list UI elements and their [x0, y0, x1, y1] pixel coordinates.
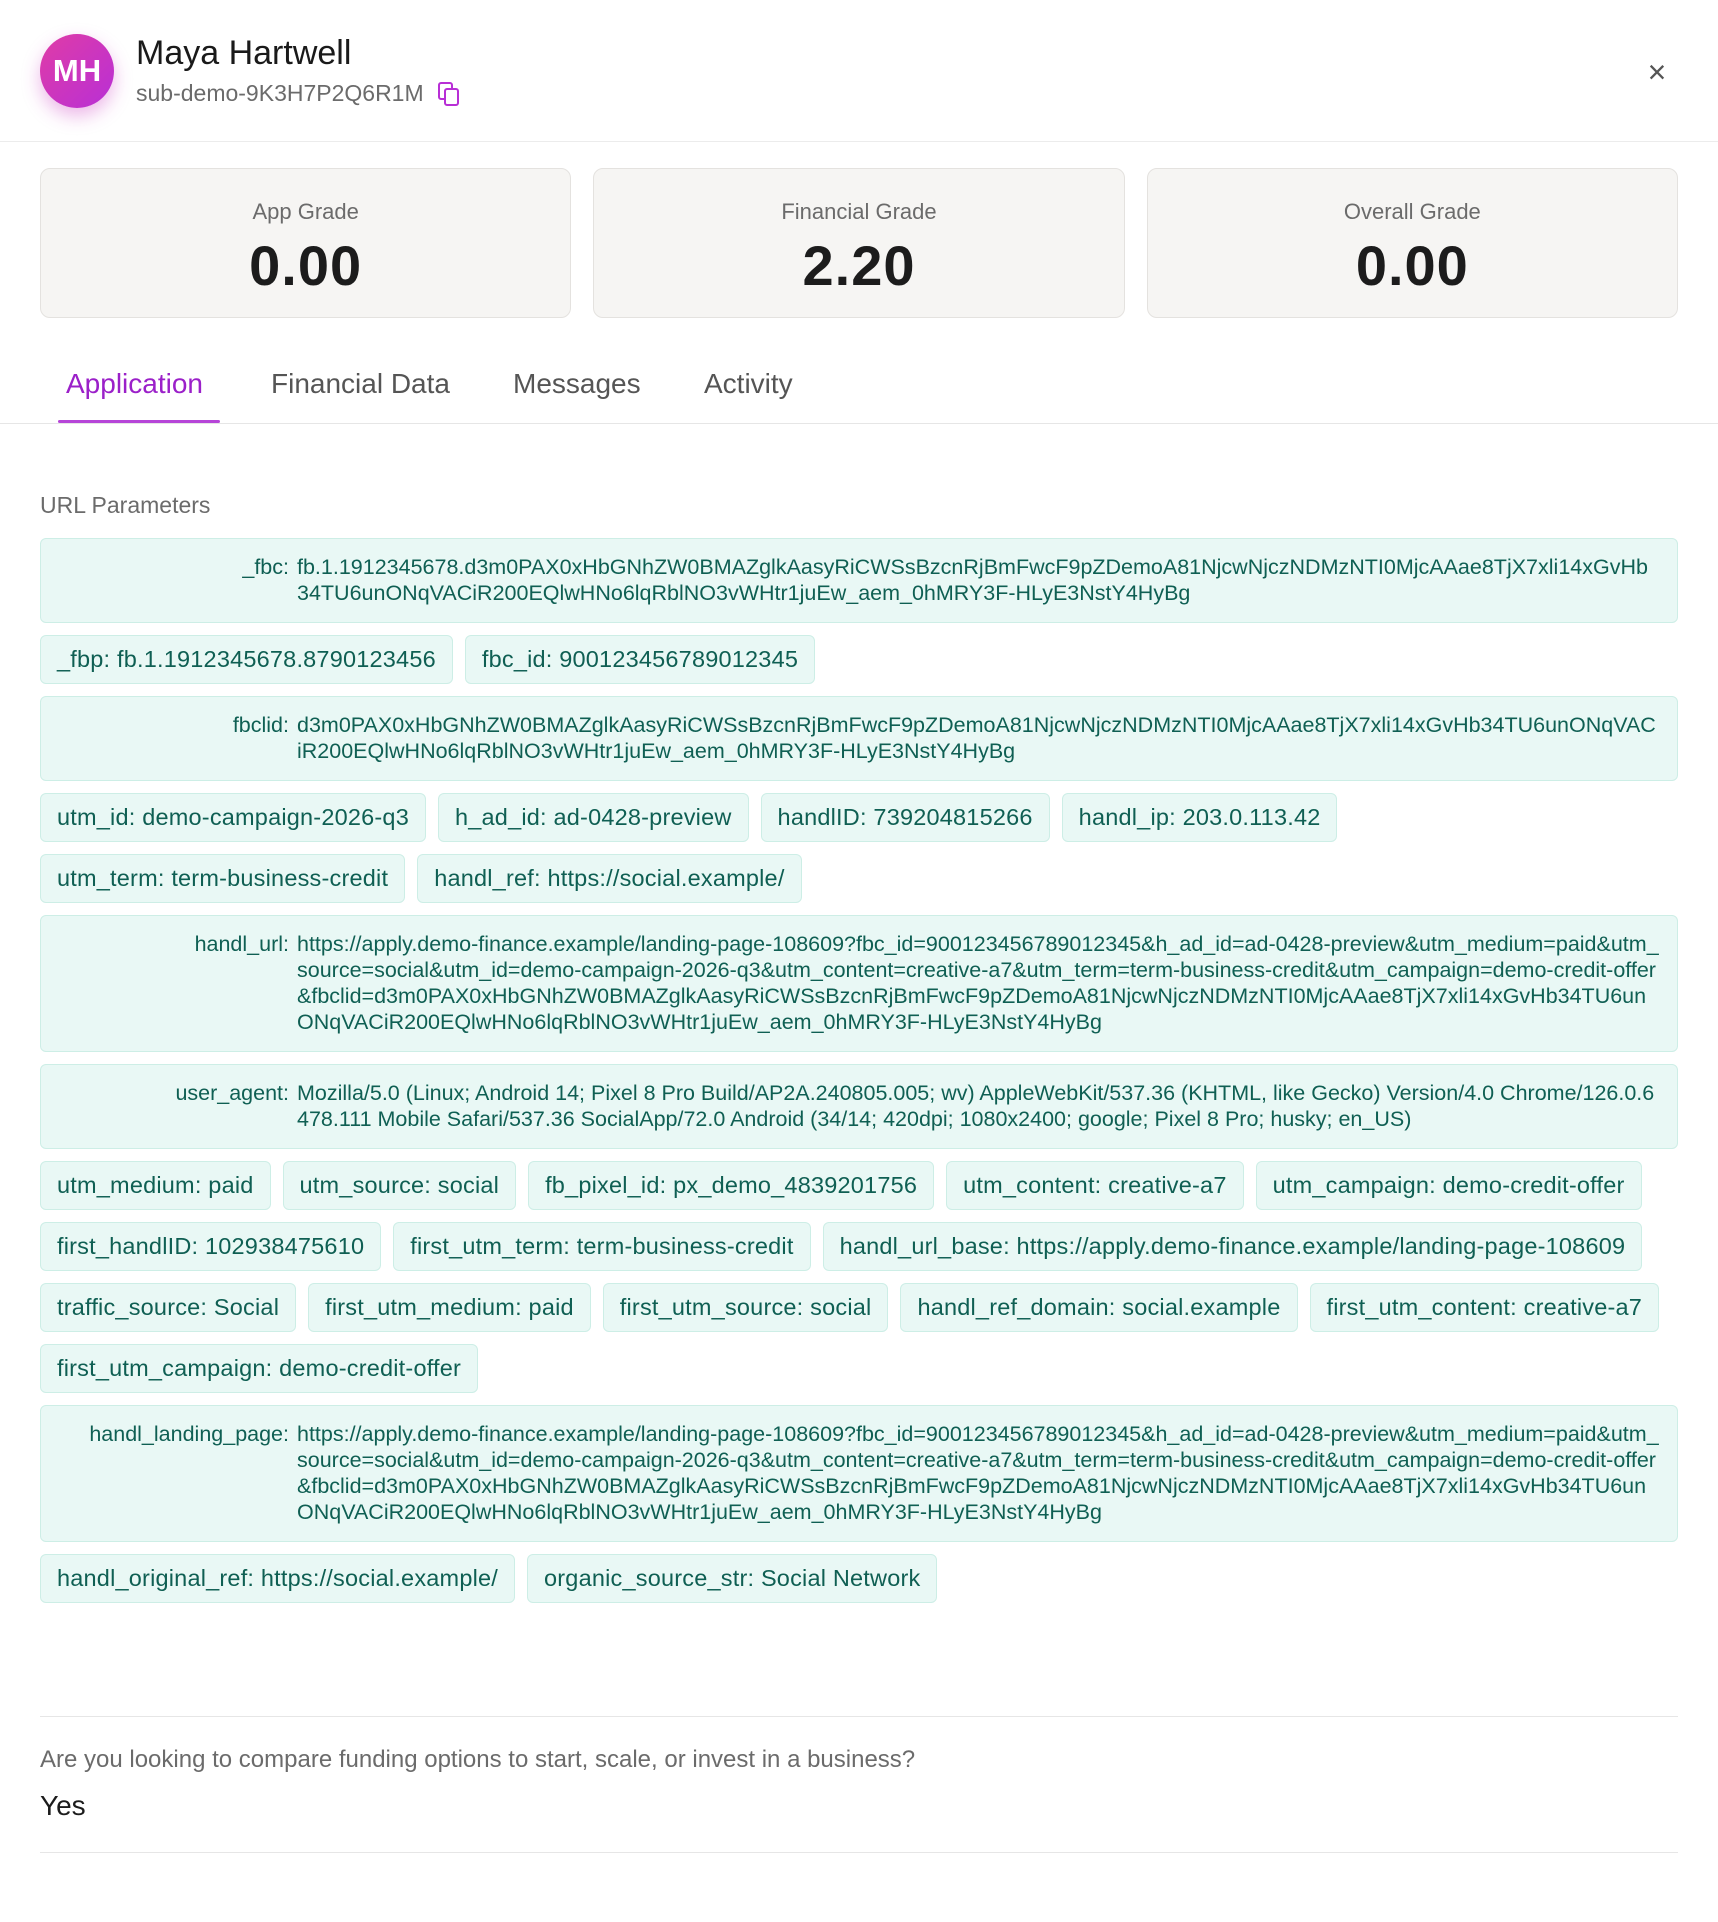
close-button[interactable]: ×	[1647, 53, 1667, 90]
grade-value: 2.20	[802, 234, 916, 297]
url-parameter-key: handl_url:	[194, 932, 289, 956]
url-parameter-list	[40, 538, 1678, 1603]
tab-bar	[0, 346, 1718, 424]
active-tab-indicator	[58, 420, 220, 423]
url-parameter-value: Social Network	[760, 1565, 921, 1591]
url-parameter-chip	[1062, 793, 1338, 842]
grade-value: 0.00	[1355, 234, 1469, 297]
url-parameter-key: utm_id:	[57, 804, 136, 830]
question-text: Are you looking to compare funding options to start, scale, or invest in a business?	[40, 1746, 916, 1773]
url-parameter-chip	[40, 696, 1678, 781]
url-parameter-chip	[603, 1283, 889, 1332]
url-parameter-key: handl_ref:	[434, 865, 541, 891]
url-parameter-chip	[438, 793, 749, 842]
url-parameter-value: 203.0.113.42	[1182, 804, 1321, 830]
tab-financial-data[interactable]: Financial Data	[271, 368, 450, 399]
url-parameter-value: social	[810, 1294, 872, 1320]
grade-card-financial	[593, 168, 1124, 318]
url-parameter-key: first_utm_medium:	[325, 1294, 522, 1320]
url-parameter-chip	[40, 854, 405, 903]
url-parameter-value: 739204815266	[873, 804, 1033, 830]
url-parameter-chip	[40, 1064, 1678, 1149]
url-parameter-value: d3m0PAX0xHbGNhZW0BMAZglkAasyRiCWSsBzcnRjBmFwcF9pZDemoA81NjcwNjczNDMzNTI0MjcAAae8TjX7xli14xGvHb34TU6unONqVACiR200EQlwHNo6lqRblNO3vWHtr1juEw_aem_0hMRY3F-HLyE3NstY4HyBg	[297, 713, 1656, 763]
url-parameter-chip	[40, 915, 1678, 1052]
url-parameter-key: user_agent:	[175, 1081, 289, 1105]
url-parameter-chip	[465, 635, 815, 684]
url-parameter-key: first_utm_campaign:	[57, 1355, 273, 1381]
url-parameter-key: handl_original_ref:	[57, 1565, 255, 1591]
url-parameter-value: 900123456789012345	[559, 646, 799, 672]
url-parameter-key: utm_source:	[299, 1172, 432, 1198]
url-parameter-key: traffic_source:	[57, 1294, 208, 1320]
url-parameter-value: demo-credit-offer	[1442, 1172, 1625, 1198]
url-parameter-key: first_utm_source:	[619, 1294, 804, 1320]
url-parameter-key: handl_url_base:	[839, 1233, 1010, 1259]
url-parameter-value: https://apply.demo-finance.example/landing-page-108609?fbc_id=900123456789012345&h_ad_id=ad-0428-preview&utm_medium=paid&utm_source=social&utm_id=demo-campaign-2026-q3&utm_content=creative-a7&utm_term=term-business-credit&utm_campaign=demo-credit-offer&fbclid=d3m0PAX0xHbGNhZW0BMAZglkAasyRiCWSsBzcnRjBmFwcF9pZDemoA81NjcwNjczNDMzNTI0MjcAAae8TjX7xli14xGvHb34TU6unONqVACiR200EQlwHNo6lqRblNO3vWHtr1juEw_aem_0hMRY3F-HLyE3NstY4HyBg	[297, 932, 1659, 1034]
url-parameter-key: handl_ref_domain:	[917, 1294, 1116, 1320]
tab-activity[interactable]: Activity	[704, 368, 793, 399]
url-parameter-key: utm_term:	[57, 865, 165, 891]
grade-value: 0.00	[249, 234, 363, 297]
url-parameter-value: Social	[213, 1294, 280, 1320]
url-parameter-chip	[40, 1554, 515, 1603]
url-parameter-key: h_ad_id:	[454, 804, 547, 830]
section-title-url-parameters: URL Parameters	[40, 492, 211, 518]
grade-label: Financial Grade	[781, 199, 937, 224]
url-parameter-key: fbc_id:	[481, 646, 553, 672]
avatar: MH	[40, 34, 114, 108]
url-parameter-value: 102938475610	[205, 1233, 365, 1259]
url-parameter-value: fb.1.1912345678.d3m0PAX0xHbGNhZW0BMAZglkAasyRiCWSsBzcnRjBmFwcF9pZDemoA81NjcwNjczNDMzNTI0MjcAAae8TjX7xli14xGvHb34TU6unONqVACiR200EQlwHNo6lqRblNO3vWHtr1juEw_aem_0hMRY3F-HLyE3NstY4HyBg	[297, 555, 1648, 605]
url-parameter-key: utm_campaign:	[1272, 1172, 1436, 1198]
url-parameter-chip	[283, 1161, 517, 1210]
url-parameter-value: https://apply.demo-finance.example/landing-page-108609	[1016, 1233, 1626, 1259]
grade-card-app	[40, 168, 571, 318]
url-parameter-chip	[1256, 1161, 1642, 1210]
url-parameter-value: https://apply.demo-finance.example/landing-page-108609?fbc_id=900123456789012345&h_ad_id=ad-0428-preview&utm_medium=paid&utm_source=social&utm_id=demo-campaign-2026-q3&utm_content=creative-a7&utm_term=term-business-credit&utm_campaign=demo-credit-offer&fbclid=d3m0PAX0xHbGNhZW0BMAZglkAasyRiCWSsBzcnRjBmFwcF9pZDemoA81NjcwNjczNDMzNTI0MjcAAae8TjX7xli14xGvHb34TU6unONqVACiR200EQlwHNo6lqRblNO3vWHtr1juEw_aem_0hMRY3F-HLyE3NstY4HyBg	[297, 1422, 1659, 1524]
url-parameter-chip	[900, 1283, 1297, 1332]
url-parameter-value: https://social.example/	[547, 865, 785, 891]
grade-card-overall	[1147, 168, 1678, 318]
answer-text: Yes	[40, 1790, 86, 1821]
profile-header	[0, 0, 1718, 142]
url-parameter-chip	[40, 1161, 271, 1210]
url-parameter-key: utm_content:	[963, 1172, 1102, 1198]
url-parameter-chip	[40, 538, 1678, 623]
url-parameter-value: social	[437, 1172, 500, 1198]
url-parameter-value: paid	[208, 1172, 254, 1198]
url-parameter-value: https://social.example/	[260, 1565, 499, 1591]
tab-messages[interactable]: Messages	[513, 368, 641, 399]
url-parameter-value: creative-a7	[1523, 1294, 1643, 1320]
url-parameter-chip	[308, 1283, 591, 1332]
profile-name: Maya Hartwell	[136, 34, 352, 72]
profile-id-row	[136, 80, 460, 107]
url-parameter-chip	[1310, 1283, 1660, 1332]
url-parameter-key: fb_pixel_id:	[545, 1172, 667, 1198]
divider	[40, 1852, 1678, 1853]
url-parameter-value: ad-0428-preview	[553, 804, 732, 830]
url-parameter-value: creative-a7	[1108, 1172, 1227, 1198]
url-parameter-value: Mozilla/5.0 (Linux; Android 14; Pixel 8 Pro Build/AP2A.240805.005; wv) AppleWebKit/537.36 (KHTML, like Gecko) Version/4.0 Chrome/126.0.6478.111 Mobile Safari/537.36 SocialApp/72.0 Android (34/14; 420dpi; 1080x2400; google; Pixel 8 Pro; husky; en_US)	[297, 1081, 1655, 1131]
url-parameter-chip	[823, 1222, 1643, 1271]
grade-cards	[40, 168, 1678, 318]
url-parameter-key: handl_ip:	[1078, 804, 1176, 830]
profile-id: sub-demo-9K3H7P2Q6R1M	[136, 80, 424, 106]
url-parameter-value: paid	[528, 1294, 574, 1320]
url-parameter-key: first_utm_term:	[410, 1233, 570, 1259]
url-parameter-chip	[946, 1161, 1243, 1210]
url-parameter-value: fb.1.1912345678.8790123456	[117, 646, 436, 672]
grade-label: App Grade	[252, 199, 359, 224]
url-parameter-chip	[527, 1554, 937, 1603]
grade-label: Overall Grade	[1343, 199, 1481, 224]
tab-application[interactable]: Application	[66, 368, 203, 399]
url-parameter-chip	[40, 793, 426, 842]
url-parameter-chip	[761, 793, 1050, 842]
url-parameter-key: first_handlID:	[57, 1233, 199, 1259]
url-parameter-key: first_utm_content:	[1326, 1294, 1517, 1320]
url-parameter-key: fbclid:	[232, 713, 289, 737]
url-parameter-chip	[40, 1344, 478, 1393]
url-parameter-value: term-business-credit	[576, 1233, 794, 1259]
divider	[40, 1716, 1678, 1717]
url-parameter-key: _fbc:	[242, 555, 289, 579]
url-parameter-value: term-business-credit	[171, 865, 389, 891]
url-parameter-chip	[393, 1222, 810, 1271]
url-parameter-value: px_demo_4839201756	[673, 1172, 918, 1198]
url-parameter-key: handl_landing_page:	[89, 1422, 289, 1446]
url-parameter-key: _fbp:	[57, 646, 111, 672]
url-parameter-chip	[40, 1222, 381, 1271]
url-parameter-value: demo-credit-offer	[279, 1355, 462, 1381]
url-parameter-chip	[40, 1405, 1678, 1542]
copy-icon[interactable]	[438, 82, 460, 106]
url-parameter-value: demo-campaign-2026-q3	[142, 804, 409, 830]
url-parameter-value: social.example	[1122, 1294, 1281, 1320]
url-parameter-chip	[40, 1283, 296, 1332]
url-parameter-key: handlID:	[777, 804, 867, 830]
url-parameter-chip	[528, 1161, 934, 1210]
url-parameter-chip	[40, 635, 453, 684]
url-parameter-key: utm_medium:	[57, 1172, 202, 1198]
url-parameter-chip	[417, 854, 801, 903]
url-parameter-key: organic_source_str:	[544, 1565, 755, 1591]
